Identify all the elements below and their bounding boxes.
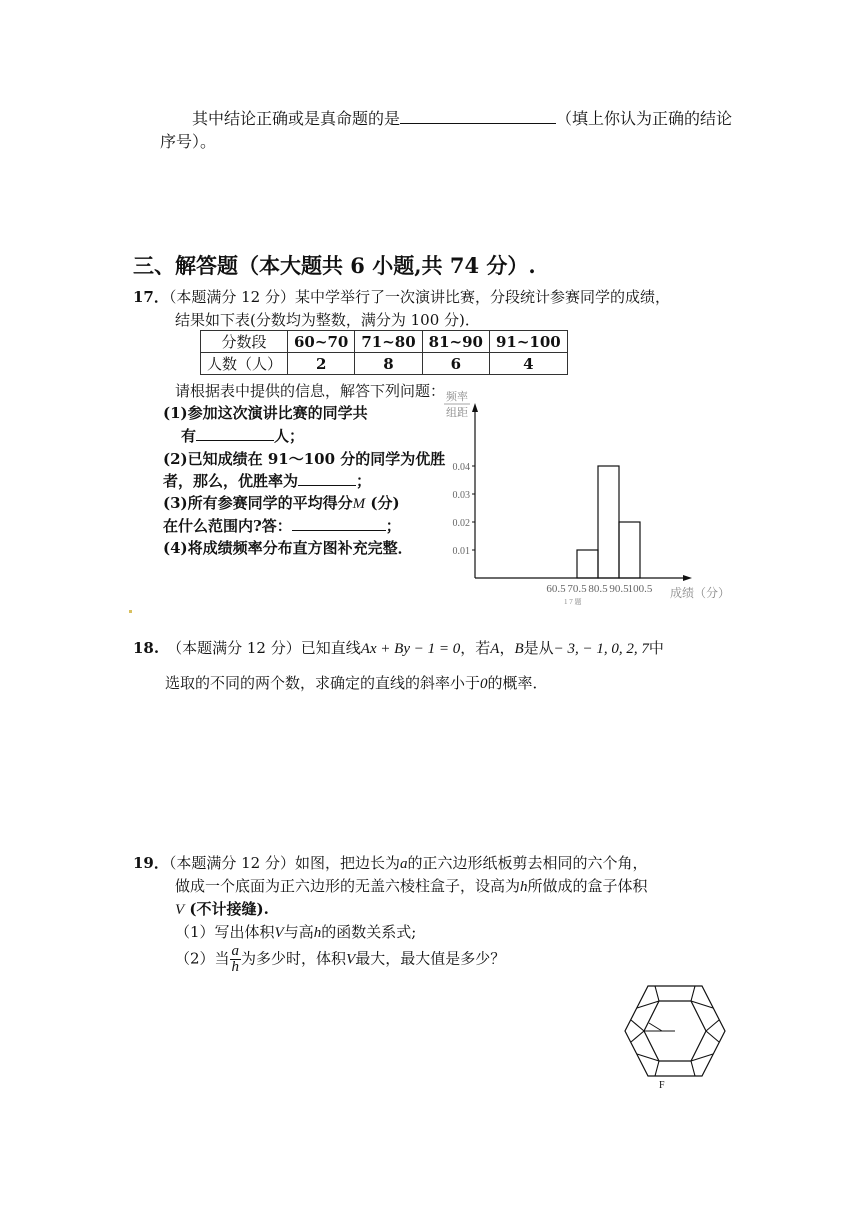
answer-blank[interactable]	[400, 123, 556, 124]
x-tick-label: 80.5	[588, 583, 608, 595]
variable-v: V	[175, 902, 185, 918]
q19-part1-a: （1）写出体积	[175, 923, 275, 941]
figure-caption: 1 7 题	[564, 598, 582, 606]
center-slant-line	[649, 1023, 662, 1031]
variable-v: V	[274, 925, 284, 941]
variable-h: h	[520, 879, 528, 895]
table-cell: 2	[288, 353, 355, 375]
y-tick-label: 0.01	[452, 546, 470, 557]
q18-text4: 中	[648, 639, 664, 657]
x-tick-label: 100.5	[627, 583, 653, 595]
histogram-bar	[577, 550, 598, 578]
q19-line2	[175, 875, 648, 896]
y-label-top: 频率	[446, 391, 468, 403]
q19-text: （本题满分 12 分）如图，把边长为	[168, 854, 400, 872]
table-cell: 81~90	[422, 331, 489, 353]
q17-part3-a: (3)所有参赛同学的平均得分	[163, 494, 353, 512]
fill-in-line2: 序号）。	[160, 132, 217, 151]
variable-b: B	[514, 641, 524, 657]
q19-part2-c: 最大，最大值是多少？	[355, 949, 506, 968]
q19-part1-b: 与高	[283, 923, 314, 941]
table-cell: 分数段	[201, 331, 288, 353]
number-set: − 3, − 1, 0, 2, 7	[553, 641, 649, 657]
q19-number: 19．	[133, 854, 169, 872]
y-tick-label: 0.03	[452, 490, 470, 501]
table-header-row	[201, 331, 568, 353]
q19-part2-a: （2）当	[175, 949, 230, 968]
q19-part2	[175, 944, 505, 975]
q17-part3-b: (分)	[365, 494, 400, 512]
table-row	[201, 353, 568, 375]
zero-value: 0	[480, 676, 488, 692]
q17-part2-c: ；	[356, 472, 372, 490]
table-cell: 91~100	[489, 331, 567, 353]
y-label-bottom: 组距	[446, 407, 468, 419]
histogram-bar	[598, 466, 619, 578]
x-ticks	[546, 583, 653, 595]
table-cell: 6	[422, 353, 489, 375]
q17-number: 17．	[133, 288, 169, 306]
q17-part4: (4)将成绩频率分布直方图补充完整．	[163, 539, 413, 557]
x-axis-arrow-icon	[683, 575, 692, 581]
q17-part3-c: 在什么范围内?答：	[163, 517, 292, 535]
q19-part2-b: 为多少时，体积	[241, 949, 347, 968]
score-table	[200, 330, 568, 375]
q17-part1-b: 有	[181, 427, 197, 445]
variable-m: M	[352, 496, 366, 512]
q17-part3	[163, 492, 400, 513]
x-tick-label: 60.5	[546, 583, 566, 595]
y-tick-label: 0.02	[452, 518, 470, 529]
fraction-denominator: h	[231, 959, 240, 975]
fraction-numerator: a	[231, 943, 240, 959]
q18-line1	[133, 637, 664, 658]
frequency-histogram	[400, 385, 760, 610]
q18-text: （本题满分 12 分）已知直线	[167, 639, 361, 657]
q17-part2: (2)已知成绩在 91～100 分的同学为优胜	[163, 450, 446, 468]
q17-part1-line2	[181, 425, 304, 446]
speck	[129, 610, 132, 613]
bars	[577, 466, 640, 578]
q18-sep: ，	[499, 639, 515, 657]
fraction-a-over-h	[230, 944, 242, 975]
table-cell: 71~80	[355, 331, 422, 353]
q17-part3-d: ；	[385, 517, 401, 535]
table-cell: 60~70	[288, 331, 355, 353]
q19-text-b: 的正六边形纸板剪去相同的六个角，	[407, 854, 648, 872]
variable-a: A	[490, 641, 500, 657]
answer-blank[interactable]	[196, 440, 274, 441]
hexagon-figure	[615, 978, 735, 1098]
x-tick-label: 70.5	[567, 583, 587, 595]
q18-line2-text: 选取的不同的两个数，求确定的直线的斜率小于	[165, 674, 481, 692]
fill-in-tail: （填上你认为正确的结论	[556, 109, 733, 128]
q17-part1-c: 人；	[274, 427, 305, 445]
q17-intro-line2: 结果如下表(分数均为整数，满分为 100 分)．	[175, 311, 480, 329]
figure-label: F	[659, 1080, 665, 1091]
q18-text3: 是从	[523, 639, 554, 657]
variable-v: V	[346, 951, 356, 968]
variable-h: h	[313, 925, 322, 941]
q18-number: 18.	[133, 639, 160, 657]
q18-line2	[165, 672, 548, 693]
x-tick-label: 90.5	[609, 583, 629, 595]
q19-part1	[175, 921, 416, 942]
table-cell: 8	[355, 353, 422, 375]
fill-in-line1	[192, 106, 732, 129]
q19-line3-text: (不计接缝).	[184, 900, 269, 918]
q17-part1: (1)参加这次演讲比赛的同学共	[163, 404, 368, 422]
q19-line1	[133, 852, 648, 873]
fill-in-text: 其中结论正确或是真命题的是	[192, 109, 401, 128]
y-tick-label: 0.04	[452, 462, 470, 473]
q17-part2-b: 者，那么，优胜率为	[163, 472, 299, 490]
q19-part1-c: 的函数关系式;	[321, 923, 417, 941]
q17-part2-line2	[163, 470, 371, 491]
y-axis-arrow-icon	[472, 403, 478, 412]
table-cell: 4	[489, 353, 567, 375]
q17-prompt: 请根据表中提供的信息，解答下列问题：	[175, 382, 446, 400]
y-ticks	[453, 462, 476, 557]
q19-line2-tail: 所做成的盒子体积	[527, 877, 648, 895]
x-axis-label: 成绩（分）	[670, 586, 731, 600]
line-equation: Ax + By − 1 = 0	[360, 641, 461, 657]
variable-a: a	[400, 856, 408, 872]
q18-line2-tail: 的概率．	[487, 674, 548, 692]
answer-blank[interactable]	[298, 485, 356, 486]
q18-text2: ，若	[460, 639, 491, 657]
q19-line2-text: 做成一个底面为正六边形的无盖六棱柱盒子，设高为	[175, 877, 521, 895]
q19-line3	[175, 898, 269, 919]
section-title: 三、解答题（本大题共 6 小题,共 74 分）.	[133, 253, 536, 278]
q17-intro	[133, 286, 670, 307]
answer-blank[interactable]	[292, 530, 386, 531]
q17-intro-text: （本题满分 12 分）某中学举行了一次演讲比赛，分段统计参赛同学的成绩，	[168, 288, 671, 306]
q17-part3-line2	[163, 515, 401, 536]
table-cell: 人数（人）	[201, 353, 288, 375]
histogram-bar	[619, 522, 640, 578]
